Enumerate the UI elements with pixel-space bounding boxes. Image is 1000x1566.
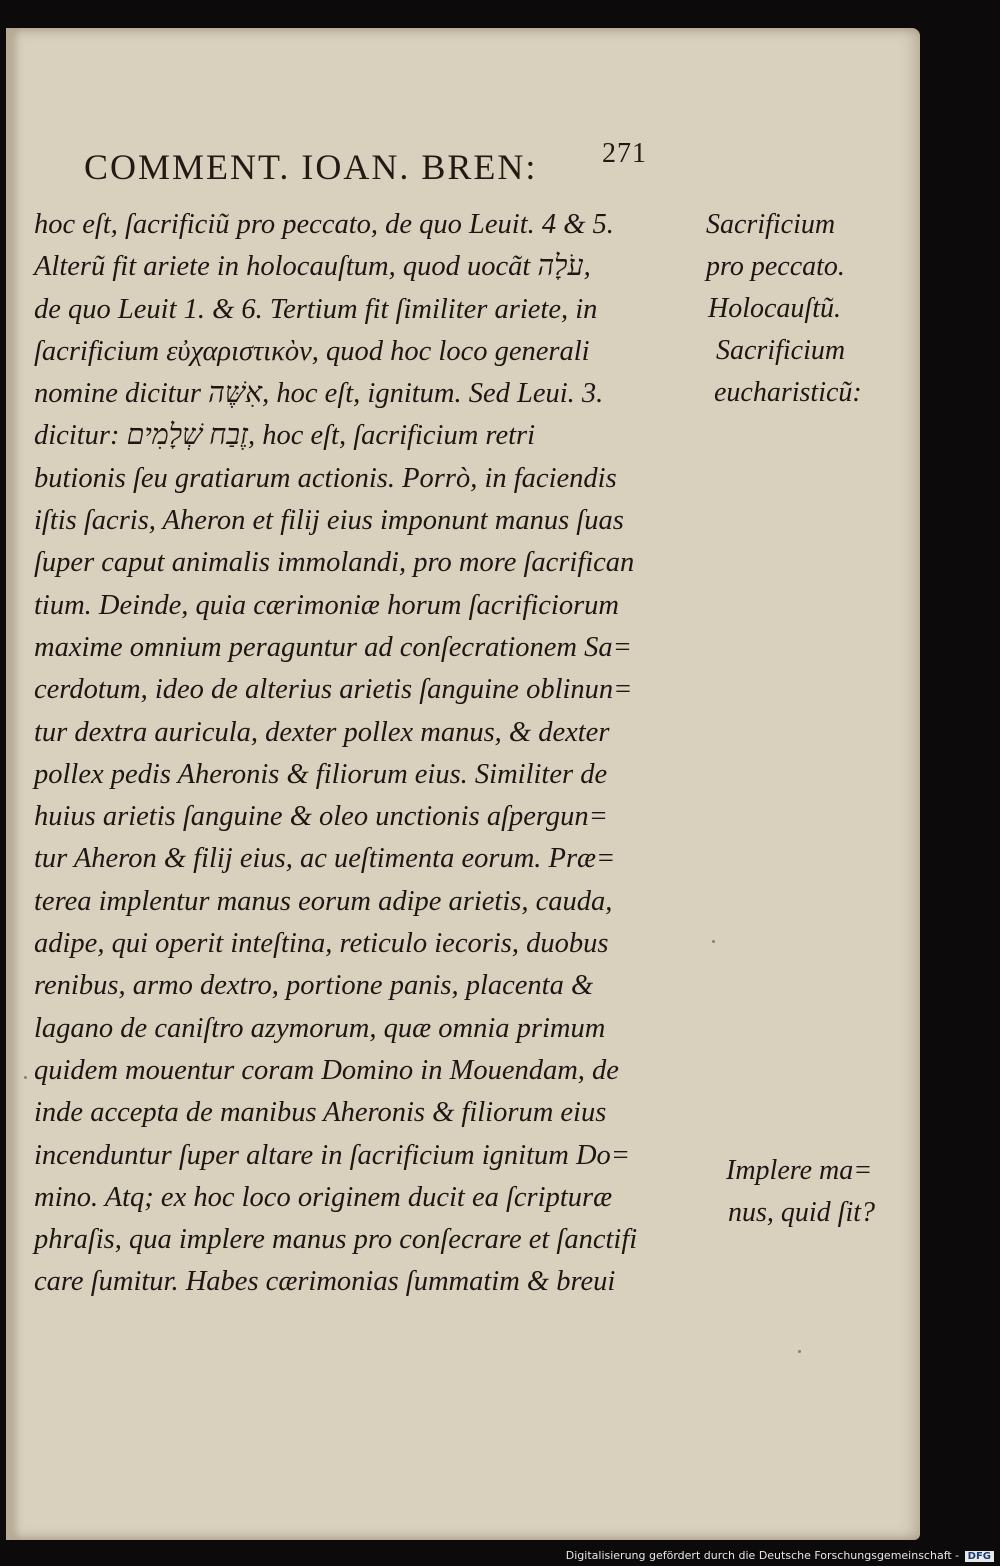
digitization-credit — [566, 1549, 994, 1562]
text-line: incenduntur ſuper altare in ſacrificium ignitum Do= — [34, 1139, 631, 1171]
text-line: tium. Deinde, quia cærimoniæ horum ſacrificiorum — [34, 589, 620, 621]
paper-speck — [712, 940, 715, 943]
text-line: quidem mouentur coram Domino in Mouendam, de — [34, 1054, 619, 1086]
text-line: cerdotum, ideo de alterius arietis ſanguine oblinun= — [34, 674, 633, 706]
text-line: ſuper caput animalis immolandi, pro more ſacrifican — [34, 547, 635, 579]
text-line: hoc eſt, ſacrificiũ pro peccato, de quo Leuit. 4 & 5. — [34, 209, 614, 240]
text-line: dicitur: זֶבַח שְׁלָמִים, hoc eſt, ſacrificium retri — [34, 420, 536, 452]
text-line: butionis ſeu gratiarum actionis. Porrò, in faciendis — [34, 462, 617, 494]
credit-text: Digitalisierung gefördert durch die Deutsche Forschungsgemeinschaft - — [565, 1549, 960, 1562]
margin-note: Sacrificium — [716, 335, 846, 366]
text-line: nomine dicitur אִשֶּׁה, hoc eſt, ignitum. Sed Leui. 3. — [34, 378, 604, 410]
main-text-block — [34, 204, 876, 1304]
text-line: tur dextra auricula, dexter pollex manus, & dexter — [34, 716, 610, 748]
margin-note: pro peccato. — [706, 251, 845, 282]
paper-speck — [798, 1350, 801, 1353]
text-line: inde accepta de manibus Aheronis & filiorum eius — [34, 1097, 607, 1129]
margin-note: eucharisticũ: — [714, 377, 862, 408]
text-line: ſacrificium εὐχαριστικὸν, quod hoc loco generali — [34, 335, 590, 367]
text-line: Alterũ fit ariete in holocauſtum, quod uocãt עֹלָה, — [34, 251, 591, 283]
dfg-logo: DFG — [965, 1551, 994, 1562]
text-line: renibus, armo dextro, portione panis, placenta & — [34, 970, 594, 1002]
text-line: mino. Atq; ex hoc loco originem ducit ea ſcripturæ — [34, 1181, 613, 1213]
header-title: COMMENT. IOAN. BREN: — [84, 147, 538, 187]
text-line: maxime omnium peraguntur ad conſecrationem Sa= — [34, 631, 632, 663]
text-line: iſtis ſacris, Aheron et filij eius imponunt manus ſuas — [34, 505, 624, 537]
margin-note: Holocauſtũ. — [708, 293, 841, 324]
paper-speck — [24, 1076, 27, 1079]
text-line: huius arietis ſanguine & oleo unctionis aſpergun= — [34, 801, 608, 833]
margin-note: Implere ma= — [726, 1155, 873, 1186]
text-line: pollex pedis Aheronis & filiorum eius. Similiter de — [34, 758, 608, 790]
text-line: tur Aheron & filij eius, ac ueſtimenta eorum. Præ= — [34, 843, 616, 875]
margin-note: Sacrificium — [706, 209, 836, 240]
text-line: lagano de caniſtro azymorum, quæ omnia primum — [34, 1012, 606, 1044]
text-line: terea implentur manus eorum adipe arietis, cauda, — [34, 885, 613, 917]
margin-note: nus, quid ſit? — [728, 1197, 876, 1228]
book-page — [6, 28, 920, 1540]
text-line: care ſumitur. Habes cærimonias ſummatim & breui — [34, 1266, 616, 1298]
text-line: phraſis, qua implere manus pro conſecrare et ſanctifi — [34, 1224, 638, 1256]
text-line: de quo Leuit 1. & 6. Tertium fit ſimiliter ariete, in — [34, 293, 598, 325]
text-line: adipe, qui operit inteſtina, reticulo iecoris, duobus — [34, 928, 609, 960]
page-number: 271 — [602, 138, 647, 169]
